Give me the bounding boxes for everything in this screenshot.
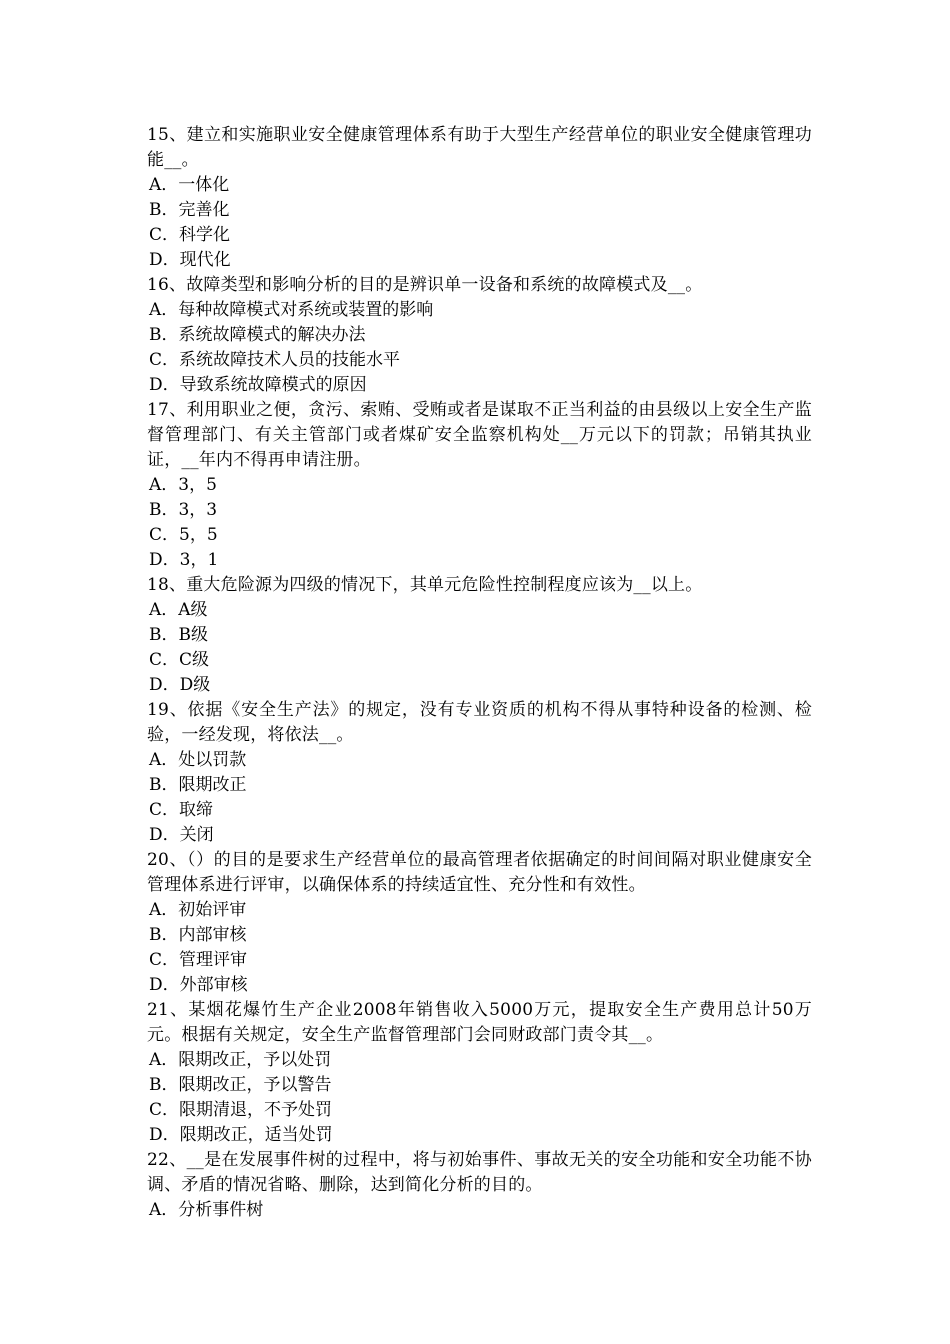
question-15 <box>147 123 812 273</box>
question-text: 15、建立和实施职业安全健康管理体系有助于大型生产经营单位的职业安全健康管理功能__。 <box>147 125 812 170</box>
question-16 <box>147 273 812 398</box>
option-c: C．系统故障技术人员的技能水平 <box>149 350 401 370</box>
question-19 <box>147 698 812 848</box>
option-d: D．D级 <box>149 675 211 695</box>
question-text: 19、依据《安全生产法》的规定，没有专业资质的机构不得从事特种设备的检测、检验，一经发现，将依法__。 <box>147 700 812 745</box>
question-text: 20、（）的目的是要求生产经营单位的最高管理者依据确定的时间间隔对职业健康安全管理体系进行评审，以确保体系的持续适宜性、充分性和有效性。 <box>147 850 812 895</box>
option-b: B．限期改正，予以警告 <box>149 1075 332 1095</box>
question-17 <box>147 398 812 573</box>
option-b: B．限期改正 <box>149 775 247 795</box>
option-a: A．分析事件树 <box>149 1200 264 1220</box>
question-text: 16、故障类型和影响分析的目的是辨识单一设备和系统的故障模式及__。 <box>147 275 703 295</box>
option-c: C．取缔 <box>149 800 214 820</box>
option-b: B．系统故障模式的解决办法 <box>149 325 366 345</box>
option-d: D．外部审核 <box>149 975 248 995</box>
question-text: 22、__是在发展事件树的过程中，将与初始事件、事故无关的安全功能和安全功能不协调、矛盾的情况省略、删除，达到简化分析的目的。 <box>147 1150 812 1195</box>
question-text: 18、重大危险源为四级的情况下，其单元危险性控制程度应该为__以上。 <box>147 575 703 595</box>
option-a: A．限期改正，予以处罚 <box>149 1050 332 1070</box>
question-20 <box>147 848 812 998</box>
option-c: C．C级 <box>149 650 210 670</box>
option-b: B．内部审核 <box>149 925 247 945</box>
option-b: B．完善化 <box>149 200 230 220</box>
option-c: C．科学化 <box>149 225 231 245</box>
question-21 <box>147 998 812 1148</box>
option-a: A．一体化 <box>149 175 230 195</box>
option-d: D．限期改正，适当处罚 <box>149 1125 333 1145</box>
question-text: 21、某烟花爆竹生产企业2008年销售收入5000万元，提取安全生产费用总计50万元。根据有关规定，安全生产监督管理部门会同财政部门责令其__。 <box>147 1000 812 1045</box>
option-a: A．A级 <box>149 600 208 620</box>
option-b: B．B级 <box>149 625 208 645</box>
question-18 <box>147 573 812 698</box>
option-c: C．5，5 <box>149 525 218 545</box>
option-a: A．每种故障模式对系统或装置的影响 <box>149 300 434 320</box>
option-c: C．限期清退，不予处罚 <box>149 1100 333 1120</box>
option-d: D．导致系统故障模式的原因 <box>149 375 367 395</box>
option-a: A．3，5 <box>149 475 217 495</box>
question-list <box>147 123 812 1223</box>
option-a: A．初始评审 <box>149 900 247 920</box>
option-d: D．现代化 <box>149 250 231 270</box>
question-22 <box>147 1148 812 1223</box>
question-text: 17、利用职业之便，贪污、索贿、受贿或者是谋取不正当利益的由县级以上安全生产监督管理部门、有关主管部门或者煤矿安全监察机构处__万元以下的罚款；吊销其执业证，__年内不得再申请注册。 <box>147 400 812 470</box>
option-a: A．处以罚款 <box>149 750 247 770</box>
option-d: D．3，1 <box>149 550 219 570</box>
option-c: C．管理评审 <box>149 950 248 970</box>
option-b: B．3，3 <box>149 500 218 520</box>
option-d: D．关闭 <box>149 825 214 845</box>
